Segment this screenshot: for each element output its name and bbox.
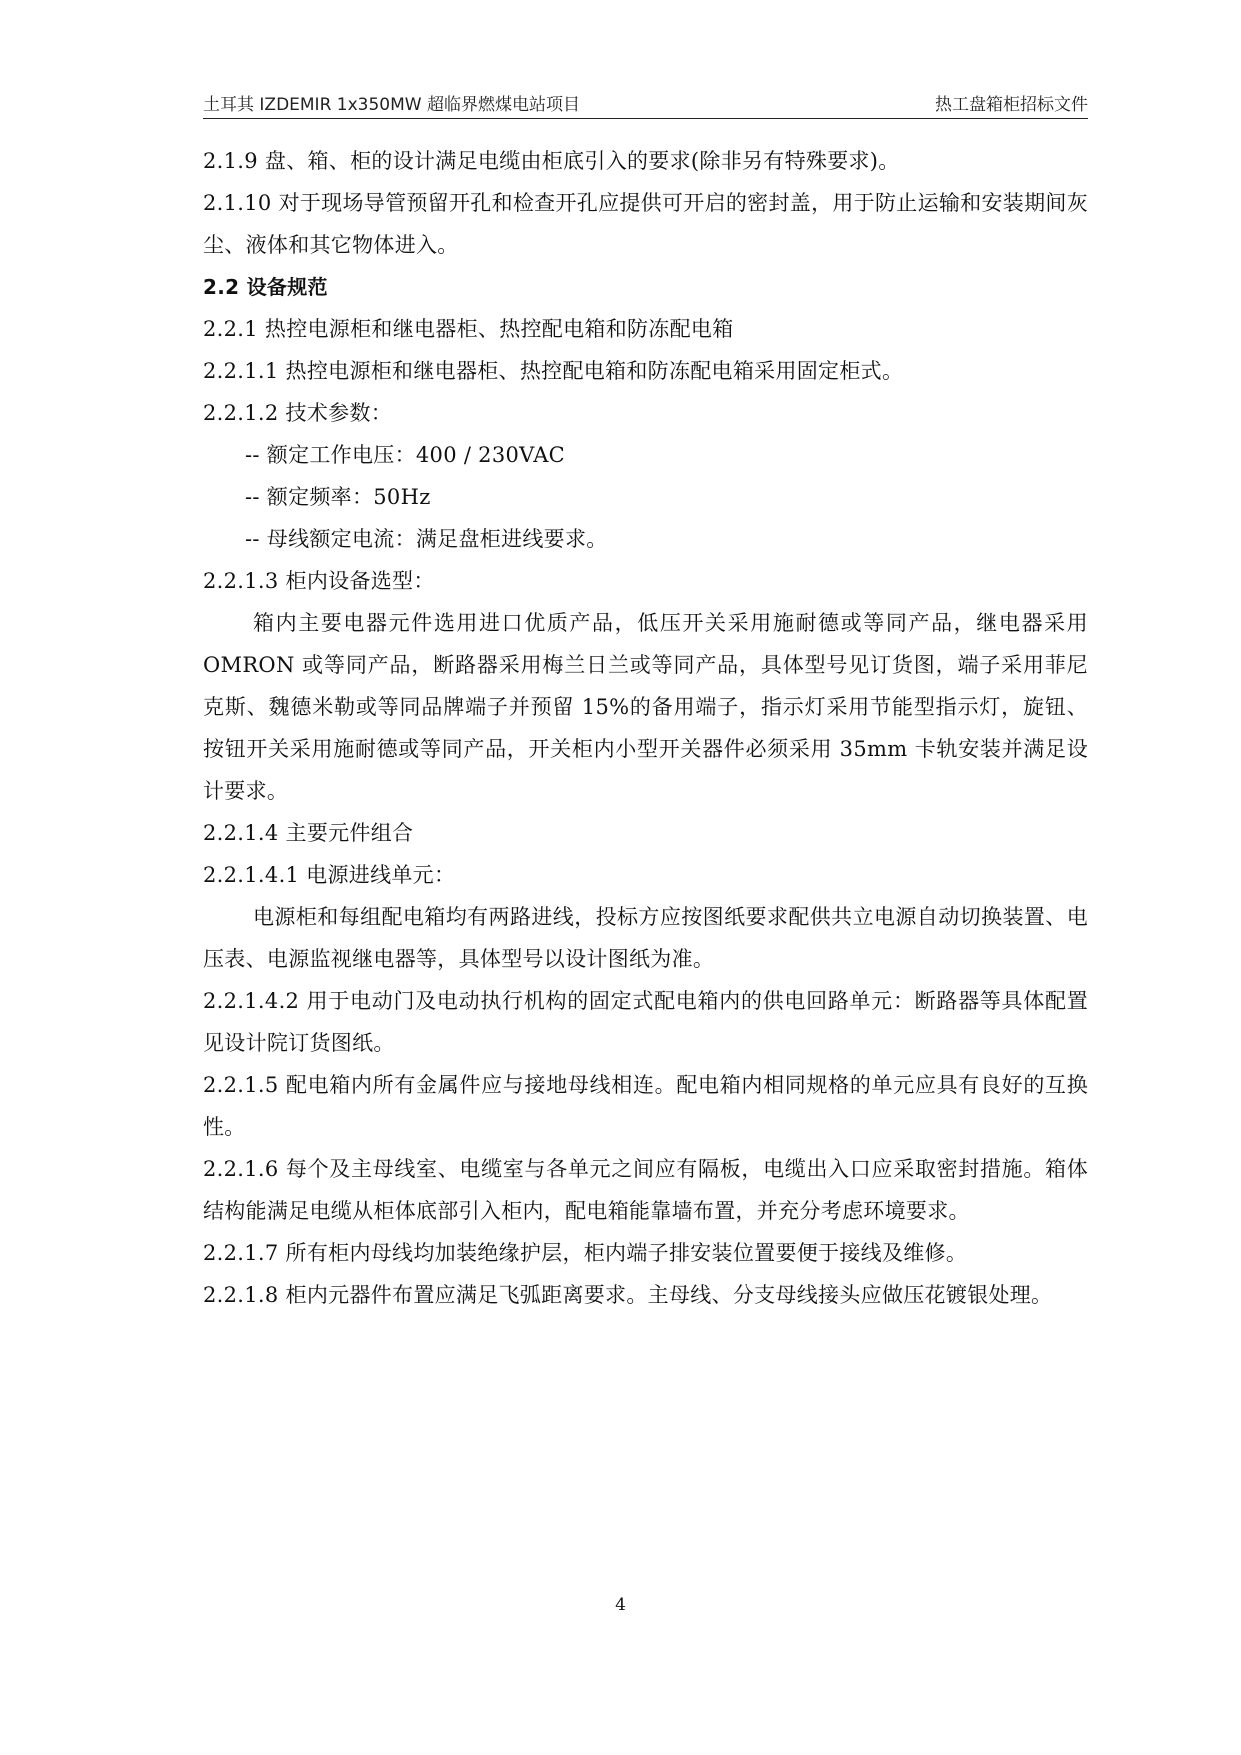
power-incoming-paragraph: 电源柜和每组配电箱均有两路进线，投标方应按图纸要求配供共立电源自动切换装置、电压表、电源监视继电器等，具体型号以设计图纸为准。: [203, 905, 1088, 971]
spec-busbar-current: -- 母线额定电流：满足盘柜进线要求。: [245, 527, 608, 551]
clause-2-2-1-1: 2.2.1.1 热控电源柜和继电器柜、热控配电箱和防冻配电箱采用固定柜式。: [203, 359, 904, 383]
clause-2-2-1-7: 2.2.1.7 所有柜内母线均加装绝缘护层，柜内端子排安装位置要便于接线及维修。: [203, 1241, 968, 1265]
spec-rated-voltage: -- 额定工作电压：400 / 230VAC: [245, 443, 566, 467]
clause-2-2-1-3: 2.2.1.3 柜内设备选型：: [203, 569, 435, 593]
header-project-title: 土耳其 IZDEMIR 1x350MW 超临界燃煤电站项目: [203, 95, 580, 115]
clause-2-1-9: 2.1.9 盘、箱、柜的设计满足电缆由柜底引入的要求(除非另有特殊要求)。: [203, 149, 900, 173]
clause-2-2-1-4: 2.2.1.4 主要元件组合: [203, 821, 414, 845]
document-body: [203, 140, 1088, 1316]
equipment-selection-paragraph: 箱内主要电器元件选用进口优质产品，低压开关采用施耐德或等同产品，继电器采用 OMRON 或等同产品，断路器采用梅兰日兰或等同产品，具体型号见订货图，端子采用菲尼克斯、魏德米勒或等同品牌端子并预留 15%的备用端子，指示灯采用节能型指示灯，旋钮、按钮开关采用施耐德或等同产品，开关柜内小型开关器件必须采用 35mm 卡轨安装并满足设计要求。: [203, 611, 1088, 803]
clause-2-2-1-8: 2.2.1.8 柜内元器件布置应满足飞弧距离要求。主母线、分支母线接头应做压花镀银处理。: [203, 1283, 1053, 1307]
clause-2-2-1-6: 2.2.1.6 每个及主母线室、电缆室与各单元之间应有隔板，电缆出入口应采取密封措施。箱体结构能满足电缆从柜体底部引入柜内，配电箱能靠墙布置，并充分考虑环境要求。: [203, 1157, 1088, 1223]
page-header: [203, 88, 1088, 119]
clause-2-2-1-2: 2.2.1.2 技术参数：: [203, 401, 393, 425]
clause-2-2-1-4-1: 2.2.1.4.1 电源进线单元：: [203, 863, 456, 887]
clause-2-2-1: 2.2.1 热控电源柜和继电器柜、热控配电箱和防冻配电箱: [203, 317, 734, 341]
section-heading-2-2: 2.2 设备规范: [203, 275, 328, 299]
clause-2-1-10: 2.1.10 对于现场导管预留开孔和检查开孔应提供可开启的密封盖，用于防止运输和安装期间灰尘、液体和其它物体进入。: [203, 191, 1088, 257]
clause-2-2-1-5: 2.2.1.5 配电箱内所有金属件应与接地母线相连。配电箱内相同规格的单元应具有良好的互换性。: [203, 1073, 1088, 1139]
clause-2-2-1-4-2: 2.2.1.4.2 用于电动门及电动执行机构的固定式配电箱内的供电回路单元：断路器等具体配置见设计院订货图纸。: [203, 989, 1088, 1055]
page-number: 4: [615, 1595, 626, 1615]
header-document-title: 热工盘箱柜招标文件: [935, 95, 1088, 115]
spec-rated-frequency: -- 额定频率：50Hz: [245, 485, 431, 509]
